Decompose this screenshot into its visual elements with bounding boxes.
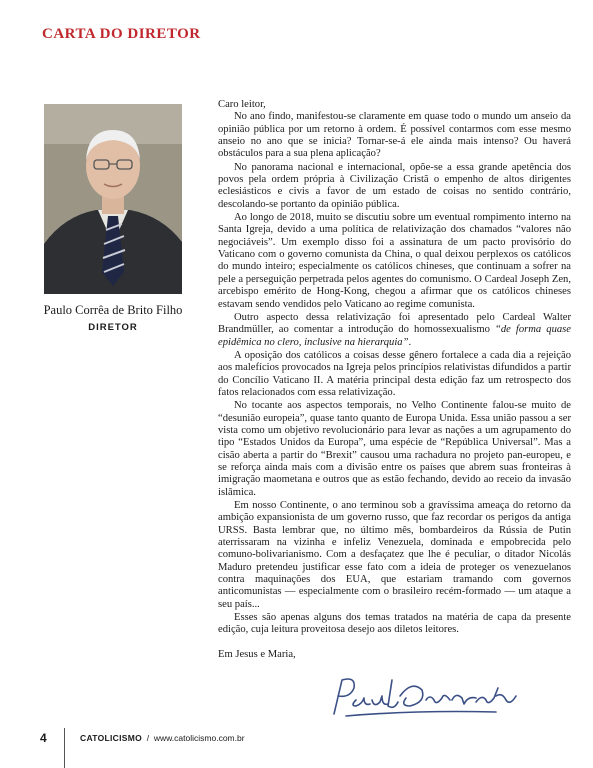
letter-paragraph: No tocante aos aspectos temporais, no Velho Continente falou-se muito de “desunião europeia”, quase tanto quanto de Europa Unida. Essa união passou a ser vista como um objetivo revolucionário para levar as nações a um agrupamento do tipo “Estados Unidos da Europa”, uma espécie de “República Universal”. Mas a cisão aberta a partir do “Brexit” causou uma rachadura no projeto pan-europeu, e se reforça ainda mais com a divisão entre os países que abrem suas fronteiras à imigração maometana e outros que as estão fechando, devido ao receio da invasão islâmica. [218,400,571,498]
letter-paragraph-text: Outro aspecto dessa relativização foi apresentado pelo Cardeal Walter Brandmüller, ao comentar a introdução do homossexualismo [218,311,571,336]
footer-magazine-name: CATOLICISMO [80,733,143,743]
page-number: 4 [40,731,47,745]
letter-paragraph: A oposição dos católicos a coisas desse gênero fortalece a cada dia a rejeição aos malefícios provocados na Igreja pelos princípios relativistas difundidos a partir do Concílio Vaticano II. A matéria principal desta edição faz um retrospecto dos fatos relacionados com essa relativização. [218,349,571,398]
footer-divider [64,728,65,768]
letter-paragraph: Esses são apenas alguns dos temas tratados na matéria de capa da presente edição, cuja leitura proveitosa desejo aos diletos leitores. [218,612,571,636]
letter-paragraph: Ao longo de 2018, muito se discutiu sobre um eventual rompimento interno na Santa Igreja, devido a uma política de relativização dos chamados “valores não negociáveis”. Um exemplo disso foi a assinatura de um pacto provisório do Vaticano com o governo comunista da China, o qual deixou perplexos os católicos do mundo inteiro; especialmente os católicos chineses, que continuam a sofrer na pele a perseguição perpetrada pelos agentes do comunismo. O Cardeal Joseph Zen, arcebispo emérito de Hong-Kong, chegou a afirmar que os católicos chineses estavam sendo vendidos pelo Vaticano ao regime comunista. [218,212,571,310]
letter-paragraph-end: . [408,336,412,348]
photo-caption-role: DIRETOR [88,322,138,333]
letter-body [218,99,571,662]
photo-caption-name: Paulo Corrêa de Brito Filho [43,303,183,317]
letter-paragraph: Em nosso Continente, o ano terminou sob a gravíssima ameaça do retorno da ambição expansionista de um governo russo, que faz recordar os perigos da antiga URSS. Basta lembrar que, no último mês, bombardeiros da Rússia de Putin aterrissaram na vizinha e infeliz Venezuela, dominada e empobrecida pelo comuno-bolivarianismo. Com a desfaçatez que lhe é peculiar, o ditador Nicolás Maduro pretendeu justificar esse fato com a ideia de proteger os venezuelanos contra maquinações dos EUA, que estariam tramando com governos anticomunistas — especialmente com o brasileiro recém-formado — um ataque a seu país... [218,500,571,610]
letter-closing: Em Jesus e Maria, [218,648,296,660]
director-portrait-photo [44,104,182,294]
letter-paragraph [218,312,571,349]
section-title: CARTA DO DIRETOR [42,26,201,42]
letter-paragraph: No panorama nacional e internacional, opõe-se a essa grande apetência dos povos pela ordem própria à Civilização Cristã o empenho de altos dirigentes eclesiásticos e civis a favor de um estado de coisas no sentido contrário, descolando-se portanto da opinião pública. [218,161,571,210]
letter-paragraph: No ano findo, manifestou-se claramente em quase todo o mundo um anseio da opinião pública por um retorno à ordem. É possível contarmos com esse mesmo anseio no ano que se inicia? Tornar-se-á ele ainda mais intenso? Ou haverá obstáculos para a sua plena aplicação? [218,111,571,160]
footer-masthead [80,733,245,743]
footer-separator: / [146,733,150,743]
letter-salutation: Caro leitor, [218,99,266,110]
letter-quote: “de forma quase epidêmica no clero, inclusive na hierarquia” [218,324,571,348]
handwritten-signature [326,670,526,722]
footer-url-link[interactable]: www.catolicismo.com.br [153,733,245,743]
